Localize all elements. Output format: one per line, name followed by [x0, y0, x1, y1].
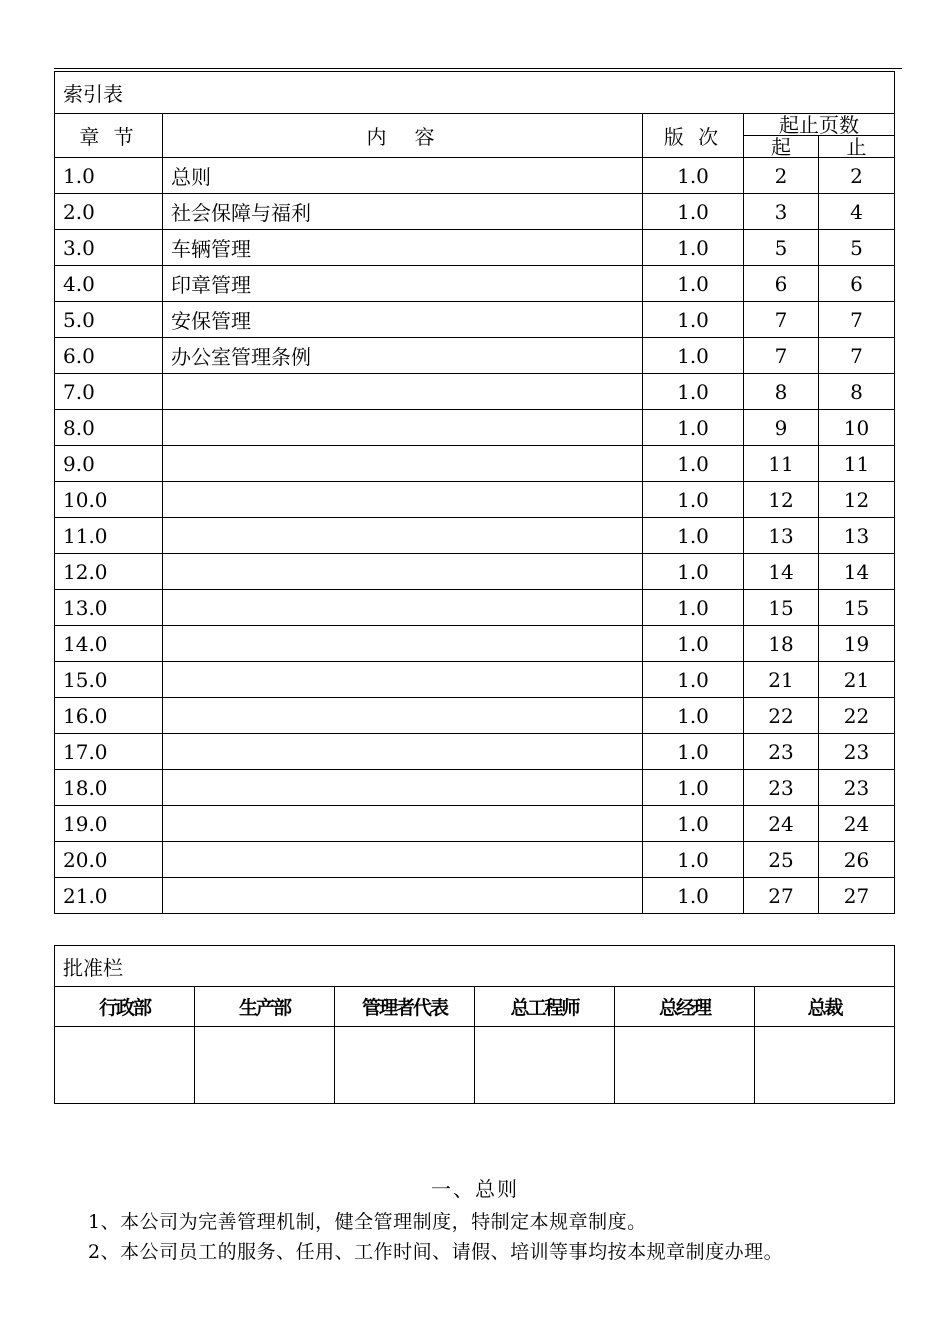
signature-cell [755, 1027, 895, 1104]
approval-signature-row [55, 1027, 895, 1104]
approval-col-general-manager: 总经理 [615, 987, 755, 1027]
row-start-page: 25 [744, 842, 819, 878]
row-start-page: 15 [744, 590, 819, 626]
row-content: 车辆管理 [163, 230, 643, 266]
row-start-page: 22 [744, 698, 819, 734]
row-content [163, 446, 643, 482]
signature-cell [475, 1027, 615, 1104]
row-chapter: 4.0 [55, 266, 163, 302]
row-end-page: 13 [819, 518, 895, 554]
row-version: 1.0 [643, 842, 744, 878]
row-version: 1.0 [643, 482, 744, 518]
row-content: 社会保障与福利 [163, 194, 643, 230]
row-chapter: 19.0 [55, 806, 163, 842]
row-content [163, 626, 643, 662]
row-chapter: 15.0 [55, 662, 163, 698]
row-content: 印章管理 [163, 266, 643, 302]
row-end-page: 19 [819, 626, 895, 662]
table-row [55, 446, 895, 482]
row-version: 1.0 [643, 734, 744, 770]
row-content [163, 662, 643, 698]
row-end-page: 22 [819, 698, 895, 734]
table-row [55, 410, 895, 446]
row-start-page: 27 [744, 878, 819, 914]
row-version: 1.0 [643, 770, 744, 806]
row-start-page: 7 [744, 302, 819, 338]
row-content [163, 554, 643, 590]
row-end-page: 14 [819, 554, 895, 590]
row-end-page: 21 [819, 662, 895, 698]
row-end-page: 24 [819, 806, 895, 842]
header-content: 内 容 [163, 114, 643, 158]
section-heading: 一、总则 [431, 1177, 519, 1201]
row-content [163, 770, 643, 806]
row-version: 1.0 [643, 662, 744, 698]
row-version: 1.0 [643, 446, 744, 482]
row-end-page: 26 [819, 842, 895, 878]
row-chapter: 20.0 [55, 842, 163, 878]
row-chapter: 12.0 [55, 554, 163, 590]
row-start-page: 7 [744, 338, 819, 374]
row-start-page: 8 [744, 374, 819, 410]
table-row [55, 698, 895, 734]
header-start-page: 起 [744, 136, 819, 158]
table-row [55, 230, 895, 266]
row-content [163, 374, 643, 410]
row-chapter: 3.0 [55, 230, 163, 266]
top-rule [54, 68, 902, 69]
row-version: 1.0 [643, 266, 744, 302]
row-version: 1.0 [643, 302, 744, 338]
row-chapter: 6.0 [55, 338, 163, 374]
row-end-page: 2 [819, 158, 895, 194]
table-row [55, 842, 895, 878]
row-start-page: 2 [744, 158, 819, 194]
table-row [55, 266, 895, 302]
row-version: 1.0 [643, 518, 744, 554]
table-row [55, 482, 895, 518]
row-end-page: 15 [819, 590, 895, 626]
row-start-page: 13 [744, 518, 819, 554]
row-chapter: 14.0 [55, 626, 163, 662]
row-content: 安保管理 [163, 302, 643, 338]
approval-col-mgmt-rep: 管理者代表 [335, 987, 475, 1027]
row-start-page: 6 [744, 266, 819, 302]
row-start-page: 5 [744, 230, 819, 266]
table-row [55, 878, 895, 914]
row-end-page: 23 [819, 734, 895, 770]
row-chapter: 2.0 [55, 194, 163, 230]
row-content [163, 590, 643, 626]
row-version: 1.0 [643, 374, 744, 410]
row-version: 1.0 [643, 698, 744, 734]
index-table-title: 索引表 [55, 72, 895, 114]
row-chapter: 17.0 [55, 734, 163, 770]
row-content [163, 842, 643, 878]
row-version: 1.0 [643, 806, 744, 842]
table-row [55, 374, 895, 410]
row-end-page: 7 [819, 338, 895, 374]
table-row [55, 734, 895, 770]
row-start-page: 9 [744, 410, 819, 446]
signature-cell [335, 1027, 475, 1104]
table-row [55, 626, 895, 662]
row-chapter: 11.0 [55, 518, 163, 554]
row-chapter: 16.0 [55, 698, 163, 734]
row-start-page: 11 [744, 446, 819, 482]
approval-col-president: 总裁 [755, 987, 895, 1027]
row-content [163, 518, 643, 554]
row-version: 1.0 [643, 590, 744, 626]
table-row [55, 302, 895, 338]
approval-title-row [55, 946, 895, 987]
header-page-range: 起止页数 [744, 114, 895, 136]
row-content [163, 698, 643, 734]
row-version: 1.0 [643, 338, 744, 374]
row-chapter: 21.0 [55, 878, 163, 914]
row-end-page: 10 [819, 410, 895, 446]
row-content [163, 806, 643, 842]
approval-col-production: 生产部 [195, 987, 335, 1027]
table-row [55, 554, 895, 590]
paragraph: 1、本公司为完善管理机制，健全管理制度，特制定本规章制度。 [88, 1211, 647, 1233]
row-end-page: 4 [819, 194, 895, 230]
approval-col-admin: 行政部 [55, 987, 195, 1027]
index-title-row [55, 72, 895, 114]
signature-cell [615, 1027, 755, 1104]
row-end-page: 23 [819, 770, 895, 806]
approval-table [54, 945, 895, 1104]
row-start-page: 23 [744, 734, 819, 770]
index-table [54, 71, 895, 914]
row-version: 1.0 [643, 554, 744, 590]
index-header-row [55, 114, 895, 136]
row-chapter: 10.0 [55, 482, 163, 518]
row-version: 1.0 [643, 158, 744, 194]
row-start-page: 18 [744, 626, 819, 662]
header-end-page: 止 [819, 136, 895, 158]
row-end-page: 7 [819, 302, 895, 338]
row-content: 办公室管理条例 [163, 338, 643, 374]
row-version: 1.0 [643, 410, 744, 446]
row-chapter: 5.0 [55, 302, 163, 338]
table-row [55, 590, 895, 626]
table-row [55, 158, 895, 194]
row-start-page: 14 [744, 554, 819, 590]
row-content [163, 410, 643, 446]
signature-cell [195, 1027, 335, 1104]
approval-col-chief-engineer: 总工程师 [475, 987, 615, 1027]
row-chapter: 18.0 [55, 770, 163, 806]
approval-title: 批准栏 [55, 946, 895, 987]
row-end-page: 27 [819, 878, 895, 914]
table-row [55, 194, 895, 230]
table-row [55, 338, 895, 374]
row-version: 1.0 [643, 194, 744, 230]
paragraph: 2、本公司员工的服务、任用、工作时间、请假、培训等事均按本规章制度办理。 [88, 1241, 784, 1263]
row-start-page: 12 [744, 482, 819, 518]
row-start-page: 3 [744, 194, 819, 230]
table-row [55, 518, 895, 554]
row-chapter: 8.0 [55, 410, 163, 446]
row-version: 1.0 [643, 626, 744, 662]
row-end-page: 11 [819, 446, 895, 482]
row-content [163, 482, 643, 518]
table-row [55, 662, 895, 698]
row-start-page: 21 [744, 662, 819, 698]
header-version: 版 次 [643, 114, 744, 158]
row-content: 总则 [163, 158, 643, 194]
row-chapter: 9.0 [55, 446, 163, 482]
row-chapter: 7.0 [55, 374, 163, 410]
row-chapter: 1.0 [55, 158, 163, 194]
row-end-page: 6 [819, 266, 895, 302]
header-chapter: 章 节 [55, 114, 163, 158]
table-row [55, 770, 895, 806]
row-start-page: 24 [744, 806, 819, 842]
row-end-page: 5 [819, 230, 895, 266]
approval-header-row [55, 987, 895, 1027]
row-end-page: 8 [819, 374, 895, 410]
row-content [163, 734, 643, 770]
row-start-page: 23 [744, 770, 819, 806]
row-chapter: 13.0 [55, 590, 163, 626]
signature-cell [55, 1027, 195, 1104]
row-end-page: 12 [819, 482, 895, 518]
row-version: 1.0 [643, 230, 744, 266]
row-version: 1.0 [643, 878, 744, 914]
row-content [163, 878, 643, 914]
table-row [55, 806, 895, 842]
